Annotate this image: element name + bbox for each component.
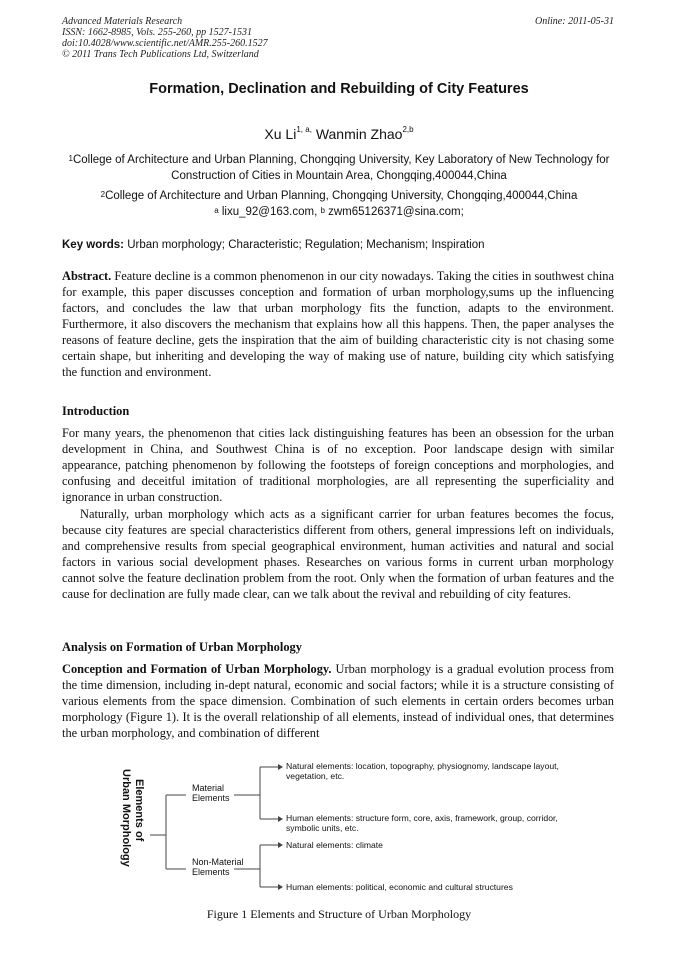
leaf-2-line-1: Human elements: structure form, core, axis, framework, group, corridor, <box>286 813 558 823</box>
figure-1-caption: Figure 1 Elements and Structure of Urban Morphology <box>206 907 472 921</box>
root-label-line-1: Elements of <box>133 779 145 842</box>
arrow-leaf-3 <box>278 842 283 848</box>
concept-text: Urban morphology is a gradual evolution process from the time dimension, including in-dept natural, economic and social factors; while it is a structure consisting of various elements from the space dimension. Combination of such elements in certain orders becomes urban morphology (Figure 1). It is the overall relationship of all elements, instead of individual ones, that determines the urban morphology, and combination of different <box>62 662 614 740</box>
introduction-paragraph-1: For many years, the phenomenon that cities lack distinguishing features has been an obsession for the urban development in China, and Southwest China is of no exception. Poor landscape design with similar appearance, patching phenomenon by following the footsteps of foreign conceptions and morphologies, and confusing and deceitful imitation of traditional morphologies, are all representing the superficiality and ignorance in urban construction. <box>62 426 614 504</box>
email-b: zwm65126371@sina.com; <box>328 206 464 218</box>
introduction-paragraph-2: Naturally, urban morphology which acts as a significant carrier for urban features becomes the focus, because city features are special characteristics different from others, general impressions left on individuals, and comprehensive results from special geographical environment, human activities and natural and social factors in various social development phases. Researches on various forms in current urban morphology cannot solve the feature declination problem from the root. Only when the formation of urban features and the cause for declination are fully made clear, can we talk about the revival and rebuilding of city features. <box>62 507 614 601</box>
leaf-2-line-2: symbolic units, etc. <box>286 823 359 833</box>
author-1-name: Xu Li <box>264 126 297 142</box>
arrow-leaf-1 <box>278 764 283 770</box>
doi-line: doi:10.4028/www.scientific.net/AMR.255-260.1527 <box>62 38 268 49</box>
leaf-1-line-2: vegetation, etc. <box>286 771 345 781</box>
copyright-line: © 2011 Trans Tech Publications Ltd, Switzerland <box>62 49 259 60</box>
analysis-heading: Analysis on Formation of Urban Morphology <box>62 640 302 654</box>
affiliation-2-sup: 2 <box>100 190 106 199</box>
leaf-1-line-1: Natural elements: location, topography, physiognomy, landscape layout, <box>286 761 559 771</box>
author-list <box>0 126 678 142</box>
email-b-sup: b <box>320 206 325 215</box>
abstract <box>62 268 614 380</box>
abstract-text: Feature decline is a common phenomenon in our city nowadays. Taking the cities in southwest china for example, this paper discusses conception and formation of urban morphology,sums up the influencing factors, and concludes the law that urban morphology fits the function, adapts to the environment. Furthermore, it also discovers the mechanism that explains how all this happens. Then, the paper analyses the reasons of feature decline, gets the inspiration that the aim of building characteristic city is not chasing some certain shape, but inheriting and developing the way of making use of nature, building city which satisfying the function and environment. <box>62 269 614 379</box>
affiliation-2-text: College of Architecture and Urban Planning, Chongqing University, Chongqing,400044,China <box>105 190 578 202</box>
material-line-2: Elements <box>192 793 230 803</box>
arrowheads <box>278 764 283 890</box>
leaf-3: Natural elements: climate <box>286 840 383 850</box>
material-line-1: Material <box>192 783 225 793</box>
root-label <box>120 769 145 868</box>
affiliation-1 <box>62 152 616 184</box>
nonmaterial-line-1: Non-Material <box>192 857 244 867</box>
figure-1-diagram <box>0 755 678 905</box>
concept-label: Conception and Formation of Urban Morphology. <box>62 662 332 676</box>
online-date: Online: 2011-05-31 <box>535 16 614 27</box>
introduction-heading: Introduction <box>62 404 130 418</box>
abstract-label: Abstract. <box>62 269 112 283</box>
leaf-4: Human elements: political, economic and cultural structures <box>286 882 513 892</box>
issn-line: ISSN: 1662-8985, Vols. 255-260, pp 1527-1531 <box>62 27 252 38</box>
author-1-sup: 1, a, <box>296 125 312 134</box>
author-2-sup: 2,b <box>402 125 414 134</box>
keywords <box>62 239 616 251</box>
keywords-text: Urban morphology; Characteristic; Regulation; Mechanism; Inspiration <box>127 239 485 251</box>
figure-1 <box>0 755 678 905</box>
keywords-label: Key words: <box>62 239 124 251</box>
affiliation-1-sup: 1 <box>68 154 73 163</box>
email-line <box>62 204 616 220</box>
arrow-leaf-2 <box>278 816 283 822</box>
journal-header <box>62 16 268 60</box>
concept-paragraph <box>62 661 614 741</box>
root-label-line-2: Urban Morphology <box>120 769 132 867</box>
affiliation-1-text: College of Architecture and Urban Planning, Chongqing University, Key Laboratory of New Technology for Construction of Cities in Mountain Area, Chongqing,400044,China <box>72 154 610 182</box>
author-2-name: Wanmin Zhao <box>315 126 403 142</box>
email-a-sup: a <box>214 206 219 215</box>
email-a: lixu_92@163.com, <box>221 206 318 218</box>
journal-name: Advanced Materials Research <box>62 16 183 27</box>
paper-title: Formation, Declination and Rebuilding of City Features <box>149 81 529 97</box>
nonmaterial-line-2: Elements <box>192 867 230 877</box>
affiliation-2 <box>62 188 616 220</box>
arrow-leaf-4 <box>278 884 283 890</box>
